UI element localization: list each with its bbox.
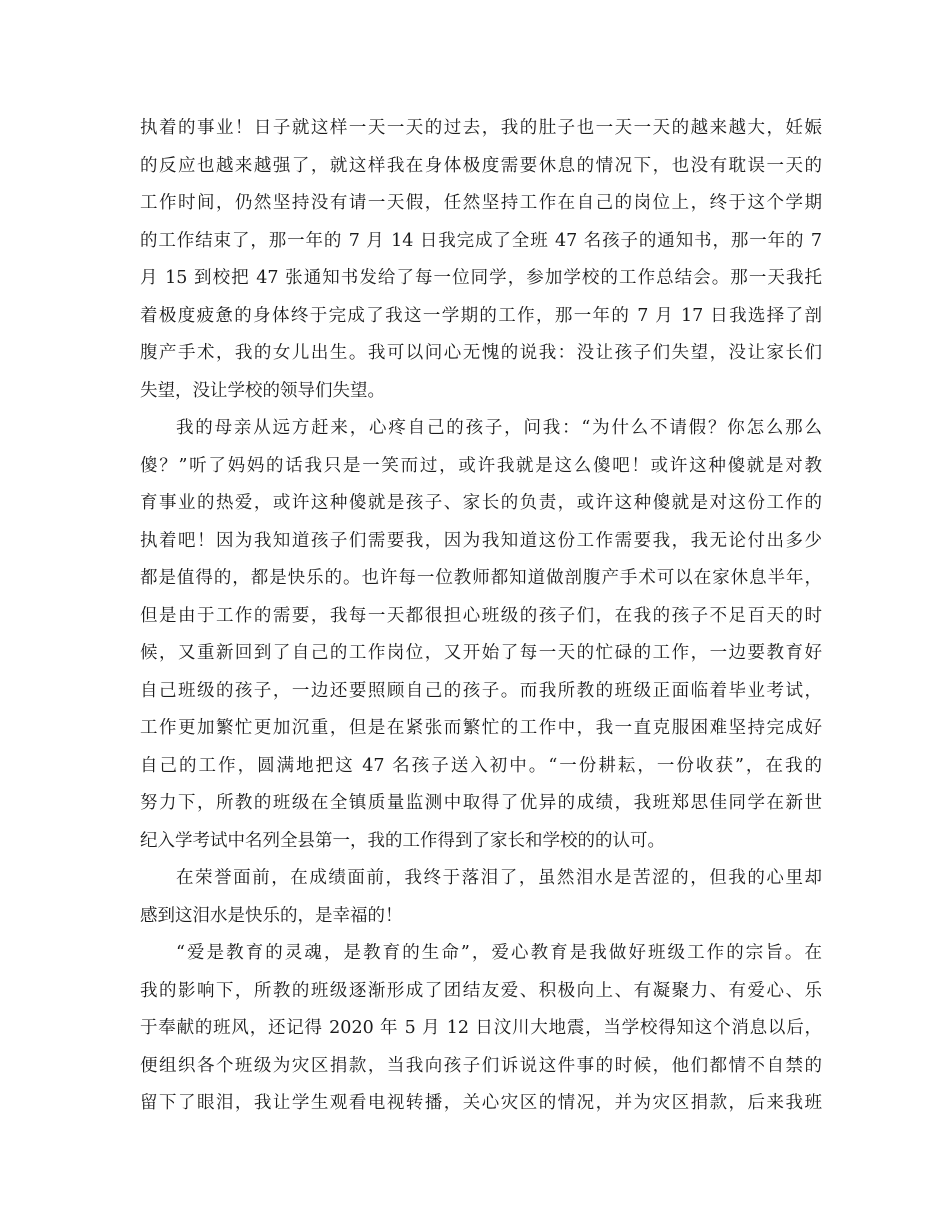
document-body xyxy=(140,110,822,1123)
text-line: 候，又重新回到了自己的工作岗位，又开始了每一天的忙碌的工作，一边要教育好 xyxy=(140,643,822,663)
text-line: 傻？”听了妈妈的话我只是一笑而过，或许我就是这么傻吧！或许这种傻就是对教 xyxy=(140,455,822,476)
text-line: 留下了眼泪，我让学生观看电视转播，关心灾区的情况，并为灾区捐款，后来我班 xyxy=(140,1093,822,1113)
text-line: 都是值得的，都是快乐的。也许每一位教师都知道做剖腹产手术可以在家休息半年， xyxy=(140,568,822,588)
text-line: 于奉献的班风，还记得 2020 年 5 月 12 日汶川大地震，当学校得知这个消息以后， xyxy=(140,1018,822,1038)
text-line: 自己的工作，圆满地把这 47 名孩子送入初中。“一份耕耘，一份收获”，在我的 xyxy=(140,755,822,776)
text-line: 但是由于工作的需要，我每一天都很担心班级的孩子们，在我的孩子不足百天的时 xyxy=(140,605,822,626)
text-line: 的反应也越来越强了，就这样我在身体极度需要休息的情况下，也没有耽误一天的 xyxy=(140,155,822,176)
text-line: 执着吧！因为我知道孩子们需要我，因为我知道这份工作需要我，我无论付出多少 xyxy=(140,530,822,551)
text-line: 我的母亲从远方赶来，心疼自己的孩子，问我：“为什么不请假？你怎么那么 xyxy=(176,418,822,438)
text-line: 纪入学考试中名列全县第一，我的工作得到了家长和学校的的认可。 xyxy=(140,830,665,851)
text-line: 着极度疲惫的身体终于完成了我这一学期的工作，那一年的 7 月 17 日我选择了剖 xyxy=(140,305,822,326)
text-line: 在荣誉面前，在成绩面前，我终于落泪了，虽然泪水是苦涩的，但我的心里却 xyxy=(176,868,822,888)
text-line: 努力下，所教的班级在全镇质量监测中取得了优异的成绩，我班郑思佳同学在新世 xyxy=(140,793,822,813)
text-line: 工作更加繁忙更加沉重，但是在紧张而繁忙的工作中，我一直克服困难坚持完成好 xyxy=(140,718,822,738)
text-line: 月 15 到校把 47 张通知书发给了每一位同学，参加学校的工作总结会。那一天我托 xyxy=(140,268,822,288)
text-line: “爱是教育的灵魂，是教育的生命”，爱心教育是我做好班级工作的宗旨。在 xyxy=(176,943,822,963)
text-line: 便组织各个班级为灾区捐款，当我向孩子们诉说这件事的时候，他们都情不自禁的 xyxy=(140,1055,822,1076)
text-line: 感到这泪水是快乐的，是幸福的！ xyxy=(140,905,403,926)
text-line: 我的影响下，所教的班级逐渐形成了团结友爱、积极向上、有凝聚力、有爱心、乐 xyxy=(140,980,822,1001)
text-line: 育事业的热爱，或许这种傻就是孩子、家长的负责，或许这种傻就是对这份工作的 xyxy=(140,493,822,513)
text-line: 自己班级的孩子，一边还要照顾自己的孩子。而我所教的班级正面临着毕业考试， xyxy=(140,680,822,701)
text-line: 工作时间，仍然坚持没有请一天假，任然坚持工作在自己的岗位上，终于这个学期 xyxy=(140,193,822,213)
text-line: 失望，没让学校的领导们失望。 xyxy=(140,380,385,401)
text-line: 执着的事业！日子就这样一天一天的过去，我的肚子也一天一天的越来越大，妊娠 xyxy=(140,118,822,138)
text-line: 的工作结束了，那一年的 7 月 14 日我完成了全班 47 名孩子的通知书，那一年的 7 xyxy=(140,230,822,251)
text-line: 腹产手术，我的女儿出生。我可以问心无愧的说我：没让孩子们失望，没让家长们 xyxy=(140,343,822,363)
